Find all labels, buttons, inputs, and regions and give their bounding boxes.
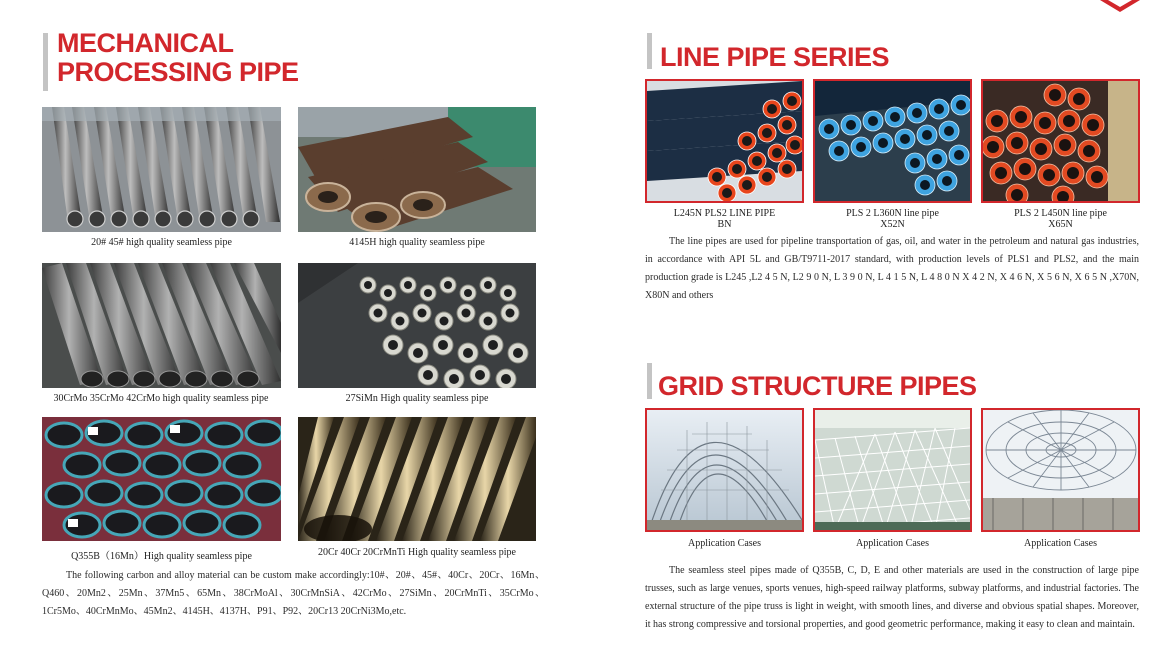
- photo-caption: 20# 45# high quality seamless pipe: [91, 237, 232, 248]
- product-photo: [813, 79, 972, 203]
- product-photo: [298, 263, 536, 388]
- photo-caption: 4145H high quality seamless pipe: [349, 237, 485, 248]
- corner-decoration-icon: [1100, 0, 1140, 12]
- line-pipe-paragraph: The line pipes are used for pipeline transportation of gas, oil, and water in the petroleum and natural gas industries, in accordance with API 5L and GB/T9711-2017 standard, with production levels of PLS1 and PLS2, and the main production grade is L245 ,L2 4 5 N, L2 9 0 N, L 3 9 0 N, L 4 1 5 N, L 4 8 0 N X 4 2 N, X 4 6 N, X 5 6 N, X 6 5 N ,X70N, X80N and others: [645, 236, 1139, 301]
- caption-line-1: L245N PLS2 LINE PIPE: [673, 208, 776, 219]
- product-photo: [981, 79, 1140, 203]
- photo-caption: [981, 208, 1140, 230]
- section-bar: [647, 363, 652, 399]
- materials-paragraph: The following carbon and alloy material can be custom make accordingly:10#、20#、45#、40Cr、20Cr、16Mn、Q460、20Mn2、25Mn、37Mn5、65Mn、38CrMoAl、30CrMnSiA、42CrMo、27SiMn、20CrMnTi、35CrMo、1Cr5Mo、40CrMnMo、45Mn2、4145H、4137H、P91、P92、20Cr13 20CrNi3Mo,etc.: [42, 570, 545, 617]
- photo-caption: Q355B（16Mn）High quality seamless pipe: [71, 551, 252, 562]
- product-photo: [813, 408, 972, 532]
- section-bar: [43, 33, 48, 91]
- photo-caption: 30CrMo 35CrMo 42CrMo high quality seamless pipe: [53, 393, 269, 404]
- photo-caption: [645, 208, 804, 230]
- product-photo: [298, 107, 536, 232]
- photo-caption: Application Cases: [1023, 538, 1098, 549]
- caption-line-2: X65N: [1048, 219, 1073, 230]
- product-photo: [645, 79, 804, 203]
- product-photo: [298, 417, 536, 541]
- photo-caption: [813, 208, 972, 230]
- photo-caption: Application Cases: [855, 538, 930, 549]
- section-title: GRID STRUCTURE PIPES: [658, 371, 977, 401]
- grid-paragraph: The seamless steel pipes made of Q355B, C, D, E and other materials are used in the construction of large pipe trusses, such as large venues, sports venues, high-speed railway platforms, subway platforms, and industrial factories. The external structure of the pipe truss is light in weight, with smooth lines, and diverse and obvious spatial shapes. Moreover, it has strong compressive and torsional properties, and good geometric performance, making it easy to clean and maintain.: [645, 565, 1139, 630]
- caption-line-2: X52N: [880, 219, 905, 230]
- caption-line-2: BN: [717, 219, 732, 230]
- product-photo: [42, 107, 281, 232]
- photo-caption: 20Cr 40Cr 20CrMnTi High quality seamless pipe: [318, 547, 516, 558]
- section-title: [57, 30, 299, 86]
- section-title: LINE PIPE SERIES: [660, 42, 890, 72]
- product-photo: [42, 417, 281, 541]
- title-line-1: MECHANICAL: [57, 28, 234, 58]
- product-photo: [645, 408, 804, 532]
- photo-caption: 27SiMn High quality seamless pipe: [345, 393, 489, 404]
- photo-caption: Application Cases: [687, 538, 762, 549]
- product-photo: [981, 408, 1140, 532]
- section-bar: [647, 33, 652, 69]
- caption-line-1: PLS 2 L360N line pipe: [846, 208, 939, 219]
- product-photo: [42, 263, 281, 388]
- title-line-2: PROCESSING PIPE: [57, 57, 299, 87]
- caption-line-1: PLS 2 L450N line pipe: [1014, 208, 1107, 219]
